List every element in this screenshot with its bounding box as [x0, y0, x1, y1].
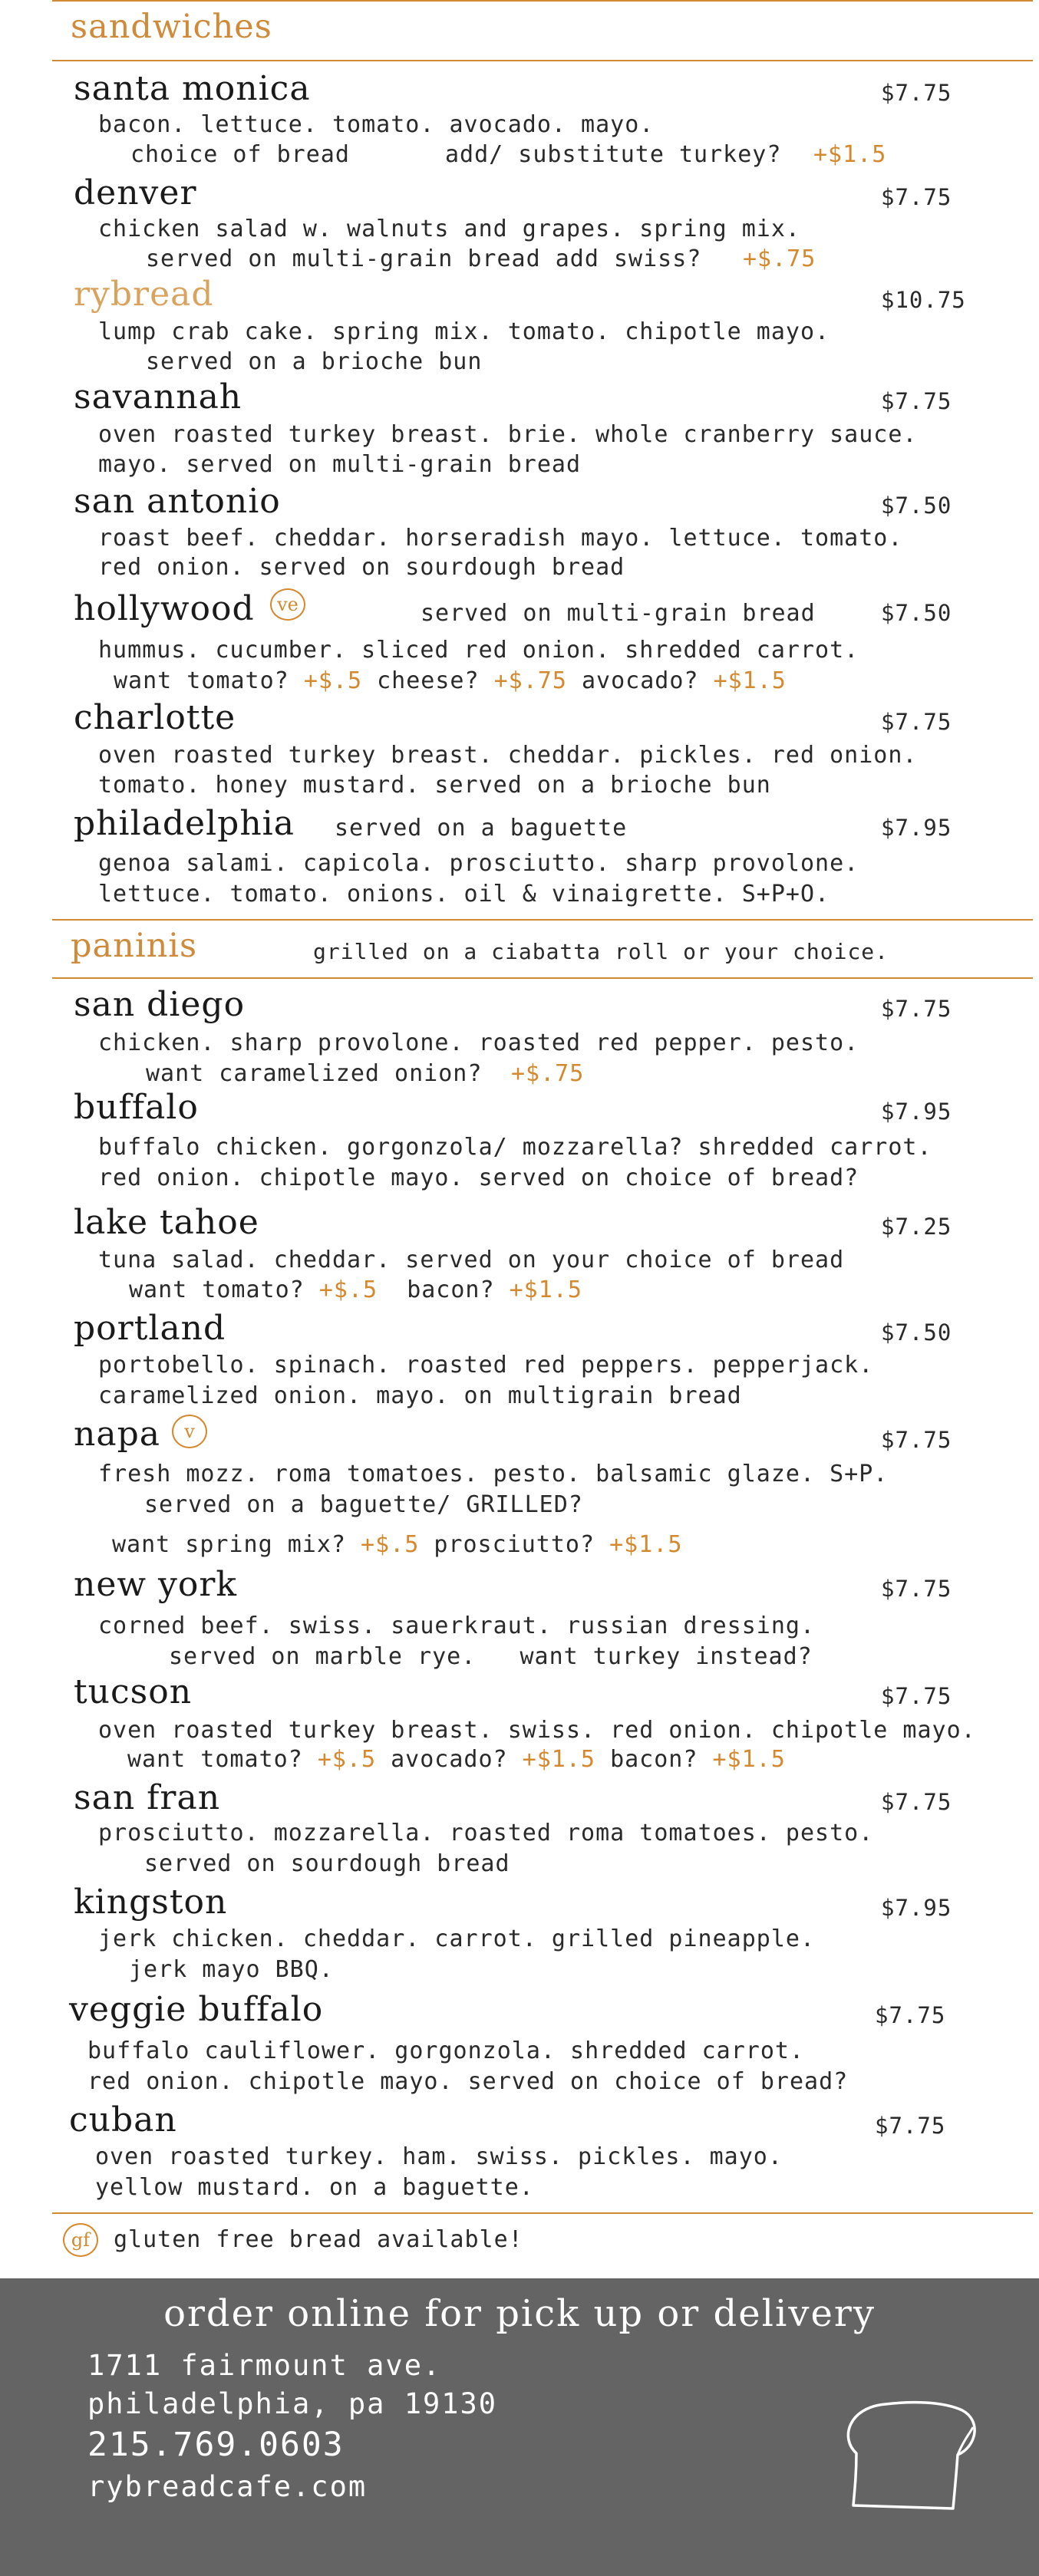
item-price: $7.75: [881, 996, 952, 1022]
item-name: san antonio: [74, 482, 281, 521]
item-price: $7.50: [881, 600, 952, 626]
item-name: cuban: [69, 2100, 177, 2140]
item-description: prosciutto. mozzarella. roasted roma tomatoes. pesto.: [98, 1820, 874, 1846]
item-description: bacon. lettuce. tomato. avocado. mayo.: [98, 111, 655, 138]
item-price: $7.75: [881, 1576, 952, 1602]
option-label: avocado?: [582, 667, 699, 694]
address-line-1: 1711 fairmount ave.: [87, 2349, 442, 2382]
section-divider: [52, 60, 1033, 61]
item-price: $7.75: [881, 709, 952, 735]
phone-number: 215.769.0603: [87, 2426, 345, 2464]
item-description: chicken. sharp provolone. roasted red pepper. pesto.: [98, 1029, 859, 1056]
section-divider: [52, 2212, 1033, 2214]
option-label: cheese?: [377, 667, 480, 694]
section-divider: [52, 919, 1033, 921]
section-title-sandwiches: sandwiches: [71, 8, 272, 46]
item-price: $7.75: [881, 1789, 952, 1815]
item-name: san fran: [74, 1778, 221, 1817]
item-description: portobello. spinach. roasted red peppers. pepperjack.: [98, 1352, 874, 1379]
item-option: add/ substitute turkey?: [445, 141, 782, 168]
item-price: $7.95: [881, 1099, 952, 1125]
section-divider: [52, 0, 1033, 2]
item-description: jerk mayo BBQ.: [129, 1956, 334, 1983]
item-name: philadelphia: [74, 804, 295, 843]
item-option: [112, 1531, 682, 1558]
item-description: oven roasted turkey breast. cheddar. pickles. red onion.: [98, 742, 918, 769]
option-price: +$.75: [743, 245, 816, 272]
item-price: $10.75: [881, 287, 966, 313]
item-description: lettuce. tomato. onions. oil & vinaigrette. S+P+O.: [98, 881, 830, 908]
item-description: served on a baguette/ GRILLED?: [144, 1491, 583, 1518]
option-price: +$1.5: [713, 667, 787, 694]
item-description: roast beef. cheddar. horseradish mayo. lettuce. tomato.: [98, 525, 903, 552]
item-description: oven roasted turkey breast. brie. whole cranberry sauce.: [98, 421, 918, 448]
item-description: served on marble rye. want turkey instead?: [169, 1643, 813, 1670]
item-name: veggie buffalo: [69, 1990, 324, 2029]
option-label: want tomato?: [129, 1276, 305, 1303]
item-option: [127, 1746, 786, 1773]
item-description: genoa salami. capicola. prosciutto. sharp provolone.: [98, 850, 859, 877]
option-label: want spring mix?: [112, 1531, 346, 1558]
item-name: santa monica: [74, 69, 311, 108]
item-price: $7.75: [881, 1427, 952, 1453]
item-price: $7.75: [875, 2113, 946, 2139]
item-description: buffalo chicken. gorgonzola/ mozzarella? shredded carrot.: [98, 1134, 932, 1161]
item-price: $7.75: [881, 184, 952, 210]
item-name: tucson: [74, 1672, 193, 1711]
item-name: new york: [74, 1565, 238, 1604]
option-price: +$.5: [361, 1531, 420, 1558]
item-name: san diego: [74, 985, 246, 1024]
item-note: served on a baguette: [335, 815, 628, 842]
option-label: prosciutto?: [434, 1531, 595, 1558]
option-price: +$.75: [511, 1060, 585, 1087]
item-price: $7.75: [881, 1683, 952, 1709]
item-name: savannah: [74, 377, 242, 417]
item-description: red onion. chipotle mayo. served on choice of bread?: [87, 2068, 849, 2095]
item-name: charlotte: [74, 698, 236, 737]
item-description: served on multi-grain bread add swiss?: [146, 245, 702, 272]
item-name: lake tahoe: [74, 1203, 259, 1242]
item-description: buffalo cauliflower. gorgonzola. shredded carrot.: [87, 2037, 805, 2064]
option-label: bacon?: [610, 1746, 698, 1773]
section-divider: [52, 977, 1033, 979]
item-description: red onion. chipotle mayo. served on choice of bread?: [98, 1164, 859, 1191]
option-label: avocado?: [391, 1746, 508, 1773]
item-description: corned beef. swiss. sauerkraut. russian dressing.: [98, 1612, 816, 1639]
item-name: denver: [74, 173, 197, 212]
item-description: red onion. served on sourdough bread: [98, 554, 625, 581]
item-description: oven roasted turkey. ham. swiss. pickles. mayo.: [95, 2143, 783, 2170]
item-description: served on sourdough bread: [144, 1850, 510, 1877]
item-option: want caramelized onion?: [146, 1060, 483, 1087]
item-name: portland: [74, 1309, 226, 1348]
item-price: $7.25: [881, 1214, 952, 1240]
option-price: +$1.5: [509, 1276, 582, 1303]
item-description: yellow mustard. on a baguette.: [95, 2174, 534, 2201]
item-description: oven roasted turkey breast. swiss. red onion. chipotle mayo.: [98, 1717, 976, 1744]
item-description: caramelized onion. mayo. on multigrain bread: [98, 1382, 742, 1409]
option-price: +$1.5: [609, 1531, 683, 1558]
item-price: $7.95: [881, 815, 952, 841]
order-online-headline: order online for pick up or delivery: [163, 2292, 876, 2335]
bread-slice-icon: [843, 2393, 981, 2516]
option-price: +$.5: [318, 1276, 378, 1303]
item-option: [114, 667, 787, 694]
address-line-2: philadelphia, pa 19130: [87, 2387, 498, 2420]
item-price: $7.95: [881, 1895, 952, 1921]
item-description: chicken salad w. walnuts and grapes. spring mix.: [98, 216, 800, 242]
item-price: $7.50: [881, 492, 952, 519]
vegan-badge-icon: ve: [270, 588, 305, 621]
gluten-free-badge-icon: gf: [63, 2223, 98, 2257]
item-name: hollywood: [74, 589, 255, 628]
item-name-brand: rybread: [74, 275, 214, 314]
section-note: grilled on a ciabatta roll or your choice.: [313, 939, 889, 964]
option-label: want tomato?: [127, 1746, 303, 1773]
item-description: lump crab cake. spring mix. tomato. chipotle mayo.: [98, 318, 830, 345]
item-price: $7.75: [875, 2002, 946, 2028]
item-description: jerk chicken. cheddar. carrot. grilled pineapple.: [98, 1925, 816, 1952]
item-price: $7.75: [881, 80, 952, 106]
item-price: $7.50: [881, 1319, 952, 1346]
item-name: kingston: [74, 1883, 228, 1922]
item-note: served on multi-grain bread: [421, 600, 816, 627]
item-name: napa: [74, 1415, 160, 1454]
item-description: hummus. cucumber. sliced red onion. shredded carrot.: [98, 637, 859, 664]
item-description: mayo. served on multi-grain bread: [98, 451, 582, 478]
option-price: +$.5: [303, 667, 363, 694]
item-option: [129, 1276, 582, 1303]
option-price: +$1.5: [712, 1746, 786, 1773]
option-price: +$1.5: [813, 141, 887, 168]
item-description: tuna salad. cheddar. served on your choice of bread: [98, 1247, 845, 1273]
option-price: +$.75: [493, 667, 567, 694]
item-price: $7.75: [881, 388, 952, 414]
section-title-paninis: paninis: [71, 927, 198, 965]
website: rybreadcafe.com: [87, 2470, 368, 2503]
vegetarian-badge-icon: v: [172, 1415, 207, 1448]
footer: [0, 2278, 1039, 2576]
option-price: +$1.5: [522, 1746, 595, 1773]
gluten-free-note: gluten free bread available!: [114, 2226, 523, 2253]
item-description: choice of bread: [130, 141, 350, 168]
option-label: want tomato?: [114, 667, 289, 694]
item-description: served on a brioche bun: [146, 348, 483, 375]
option-price: +$.5: [317, 1746, 377, 1773]
item-name: buffalo: [74, 1088, 199, 1127]
item-description: fresh mozz. roma tomatoes. pesto. balsamic glaze. S+P.: [98, 1461, 889, 1487]
item-description: tomato. honey mustard. served on a brioche bun: [98, 772, 771, 799]
option-label: bacon?: [407, 1276, 495, 1303]
